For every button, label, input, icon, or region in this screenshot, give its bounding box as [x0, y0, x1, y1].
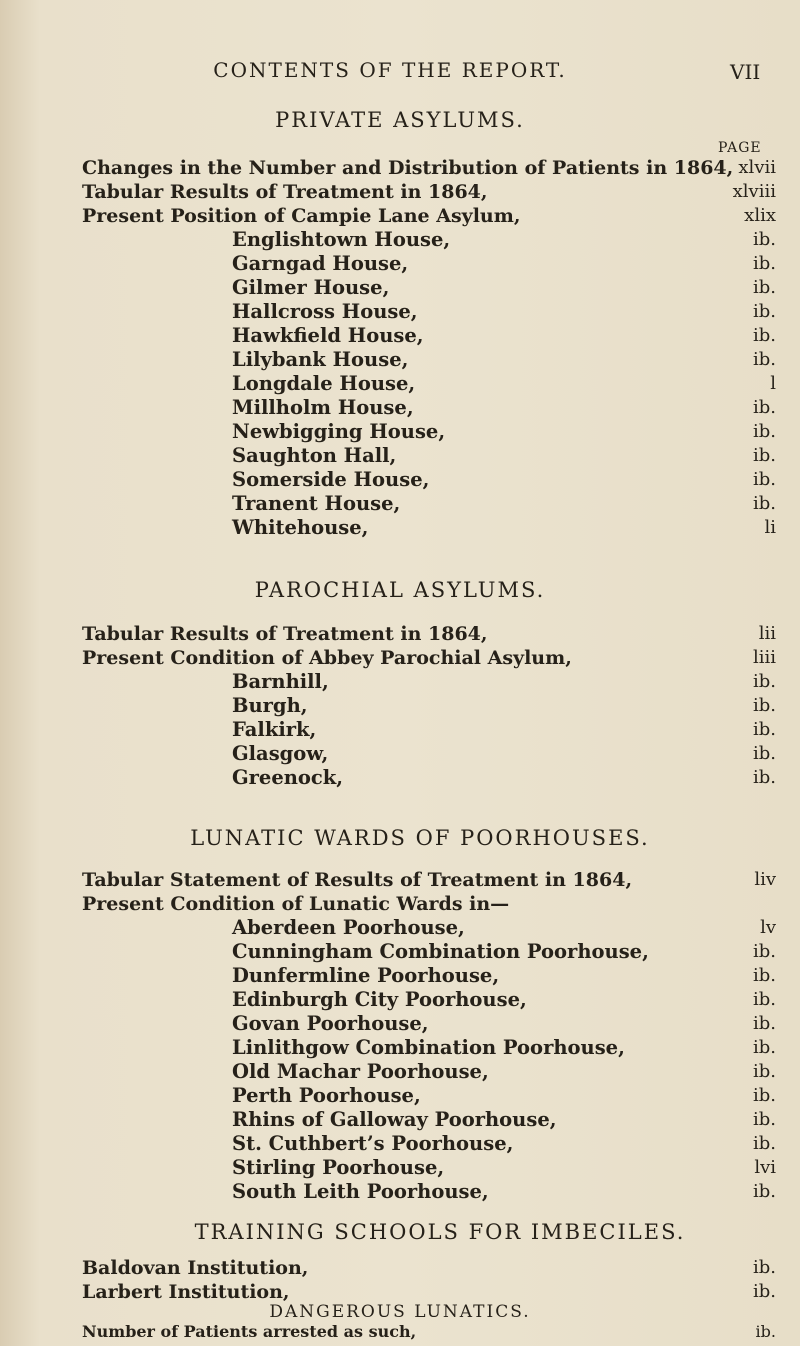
toc-entry: Saughton Hall,	[232, 444, 397, 467]
toc-page-number: ib.	[752, 941, 776, 962]
toc-entry: Linlithgow Combination Poorhouse,	[232, 1036, 625, 1059]
toc-page-number: ib.	[752, 1013, 776, 1034]
toc-page-number: ib.	[752, 1109, 776, 1130]
toc-page-number: ib.	[752, 229, 776, 250]
toc-page-number	[700, 1322, 776, 1346]
toc-page-number: ib.	[752, 325, 776, 346]
toc-page-number: ib.	[752, 695, 776, 716]
toc-entry: Stirling Poorhouse,	[232, 1156, 445, 1179]
toc-entry: Changes in the Number and Distribution of Patients in 1864,	[82, 157, 734, 179]
toc-page-number: ib.	[752, 1037, 776, 1058]
toc-entry: Lilybank House,	[232, 348, 409, 371]
toc-page-number: ib.	[752, 493, 776, 514]
toc-page-number: xlix	[744, 205, 776, 226]
section-title-lunatic-wards: LUNATIC WARDS OF POORHOUSES.	[190, 826, 650, 850]
toc-entry: Garngad House,	[232, 252, 409, 275]
toc-page-number: ib.	[752, 671, 776, 692]
toc-page-number: ib.	[752, 1085, 776, 1106]
running-head: CONTENTS OF THE REPORT.	[213, 58, 567, 82]
toc-entry: Longdale House,	[232, 372, 416, 395]
toc-page-number: ib.	[752, 719, 776, 740]
section-title-private-asylums: PRIVATE ASYLUMS.	[275, 108, 525, 132]
toc-entry: Glasgow,	[232, 742, 329, 765]
toc-page-number: ib.	[752, 1133, 776, 1154]
toc-entry: Present Condition of Abbey Parochial Asylum,	[82, 647, 572, 669]
toc-page-number: ib.	[752, 743, 776, 764]
toc-page-number: ib.	[752, 1257, 776, 1278]
toc-entry: Falkirk,	[232, 718, 317, 741]
toc-page-number: ib.	[752, 1061, 776, 1082]
toc-page-number: ib.	[755, 1322, 776, 1341]
toc-page-number: ib.	[752, 445, 776, 466]
section-title-training-schools: TRAINING SCHOOLS FOR IMBECILES.	[194, 1220, 686, 1244]
toc-page-number: ib.	[752, 349, 776, 370]
toc-page-number: ib.	[752, 301, 776, 322]
toc-entry: South Leith Poorhouse,	[232, 1180, 489, 1203]
toc-entry: Rhins of Galloway Poorhouse,	[232, 1108, 557, 1131]
toc-entry: Gilmer House,	[232, 276, 390, 299]
toc-entry: Hallcross House,	[232, 300, 418, 323]
toc-entry: Dunfermline Poorhouse,	[232, 964, 500, 987]
toc-page-number: lii	[758, 623, 776, 644]
toc-entry: Present Condition of Lunatic Wards in—	[82, 893, 510, 915]
toc-entry: Millholm House,	[232, 396, 414, 419]
page-folio: VII	[730, 60, 761, 84]
toc-entry: Burgh,	[232, 694, 308, 717]
toc-entry: Englishtown House,	[232, 228, 451, 251]
toc-page-number: ib.	[752, 767, 776, 788]
toc-entry: Greenock,	[232, 766, 344, 789]
toc-entry: Perth Poorhouse,	[232, 1084, 421, 1107]
toc-entry: Cunningham Combination Poorhouse,	[232, 940, 649, 963]
toc-page-number: ib.	[752, 1181, 776, 1202]
page-column-heading: PAGE	[718, 140, 762, 156]
section-title-parochial-asylums: PAROCHIAL ASYLUMS.	[254, 578, 546, 602]
toc-page-number: lvi	[754, 1157, 776, 1178]
toc-entry: Newbigging House,	[232, 420, 446, 443]
toc-page-number: ib.	[752, 965, 776, 986]
toc-entry: Larbert Institution,	[82, 1281, 290, 1303]
toc-entry: Number of Patients arrested as such,	[82, 1322, 417, 1341]
toc-entry: Baldovan Institution,	[82, 1257, 309, 1279]
toc-entry: Old Machar Poorhouse,	[232, 1060, 489, 1083]
toc-entry: Whitehouse,	[232, 516, 369, 539]
toc-entry: Edinburgh City Poorhouse,	[232, 988, 527, 1011]
toc-entry: Barnhill,	[232, 670, 329, 693]
toc-page-number: ib.	[752, 277, 776, 298]
toc-entry: Tabular Statement of Results of Treatment in 1864,	[82, 869, 633, 891]
toc-entry: Aberdeen Poorhouse,	[232, 916, 465, 939]
section-title-dangerous-lunatics: DANGEROUS LUNATICS.	[269, 1302, 531, 1322]
toc-page-number: ib.	[752, 253, 776, 274]
toc-page-number: ib.	[752, 1281, 776, 1302]
toc-page-number: l	[770, 373, 776, 394]
toc-page-number: xlvii	[738, 157, 776, 178]
toc-entry: Govan Poorhouse,	[232, 1012, 429, 1035]
toc-entry: Tabular Results of Treatment in 1864,	[82, 181, 488, 203]
toc-entry: St. Cuthbert’s Poorhouse,	[232, 1132, 514, 1155]
toc-page-number: xlviii	[732, 181, 776, 202]
toc-page-number: ib.	[752, 421, 776, 442]
toc-page-number: ib.	[752, 469, 776, 490]
toc-page-number: li	[764, 517, 776, 538]
toc-entry: Somerside House,	[232, 468, 430, 491]
toc-entry: Tabular Results of Treatment in 1864,	[82, 623, 488, 645]
toc-entry: Tranent House,	[232, 492, 401, 515]
toc-page-number: ib.	[752, 989, 776, 1010]
toc-page-number: liii	[752, 647, 776, 668]
toc-entry: Hawkfield House,	[232, 324, 424, 347]
toc-page-number: lv	[760, 917, 776, 938]
toc-page-number: ib.	[752, 397, 776, 418]
toc-entry: Present Position of Campie Lane Asylum,	[82, 205, 521, 227]
toc-page-number: liv	[754, 869, 776, 890]
